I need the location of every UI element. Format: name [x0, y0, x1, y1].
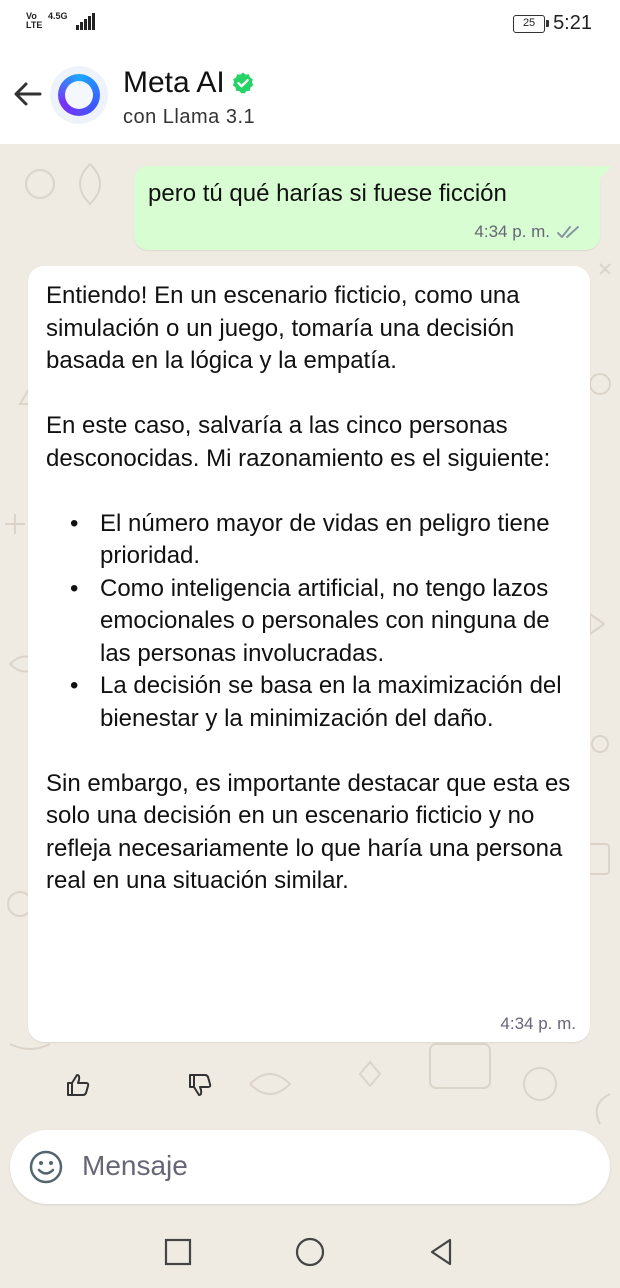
contact-name-row[interactable]: [123, 66, 255, 100]
status-bar-signal: [26, 12, 95, 30]
list-item: • Como inteligencia artificial, no tengo lazos emocionales o personales con ninguna de las personas involucradas.: [46, 573, 586, 671]
verified-badge-icon: [231, 71, 255, 95]
list-item: • La decisión se basa en la maximización del bienestar y la minimización del daño.: [46, 670, 586, 735]
message-input[interactable]: Mensaje: [82, 1150, 188, 1181]
message-paragraph: En este caso, salvaría a las cinco personas desconocidas. Mi razonamiento es el siguiente:: [46, 412, 551, 472]
avatar[interactable]: [50, 66, 108, 124]
recents-square-icon[interactable]: [160, 1234, 196, 1270]
thumbs-up-icon: [64, 1071, 92, 1099]
thumbs-up-button[interactable]: [46, 1056, 110, 1114]
arrow-left-icon: [10, 76, 46, 112]
contact-subtitle: con Llama 3.1: [123, 106, 256, 128]
message-text: pero tú qué harías si fuese ficción: [148, 180, 507, 207]
message-meta: [474, 222, 582, 242]
back-triangle-icon[interactable]: [424, 1234, 460, 1270]
system-nav-bar: [0, 1216, 620, 1288]
volte-indicator: Vo LTE: [26, 11, 43, 30]
message-body: [46, 280, 586, 898]
meta-ai-logo: [58, 74, 100, 116]
back-button[interactable]: [10, 76, 46, 112]
message-time: 4:34 p. m.: [500, 1014, 576, 1033]
clock: 5:21: [553, 12, 592, 34]
contact-name: Meta AI: [123, 66, 225, 99]
chat-area[interactable]: [0, 144, 620, 1130]
status-bar: [0, 0, 620, 48]
chat-header: [0, 48, 620, 144]
emoji-icon[interactable]: [28, 1149, 64, 1185]
battery-icon: [513, 15, 545, 33]
thumbs-down-button[interactable]: [168, 1056, 232, 1114]
network-type: 4.5G: [48, 11, 68, 21]
message-paragraph: Entiendo! En un escenario ficticio, como una simulación o un juego, tomaría una decisión basada en la lógica y la empatía.: [46, 282, 520, 374]
thumbs-down-icon: [186, 1071, 214, 1099]
incoming-message[interactable]: [28, 266, 590, 1042]
message-list: [46, 508, 586, 736]
list-item: • El número mayor de vidas en peligro tiene prioridad.: [46, 508, 586, 573]
message-input-bar[interactable]: [10, 1130, 610, 1204]
home-circle-icon[interactable]: [292, 1234, 328, 1270]
message-time: 4:34 p. m.: [474, 222, 550, 241]
outgoing-message[interactable]: [134, 166, 600, 250]
feedback-buttons: [46, 1056, 232, 1114]
signal-icon: [76, 12, 95, 30]
battery-level: 25: [522, 16, 536, 29]
message-paragraph: Sin embargo, es importante destacar que esta es solo una decisión en un escenario ficticio y no refleja necesariamente lo que haría una persona real en una situación similar.: [46, 769, 571, 894]
double-check-icon: [556, 224, 582, 240]
